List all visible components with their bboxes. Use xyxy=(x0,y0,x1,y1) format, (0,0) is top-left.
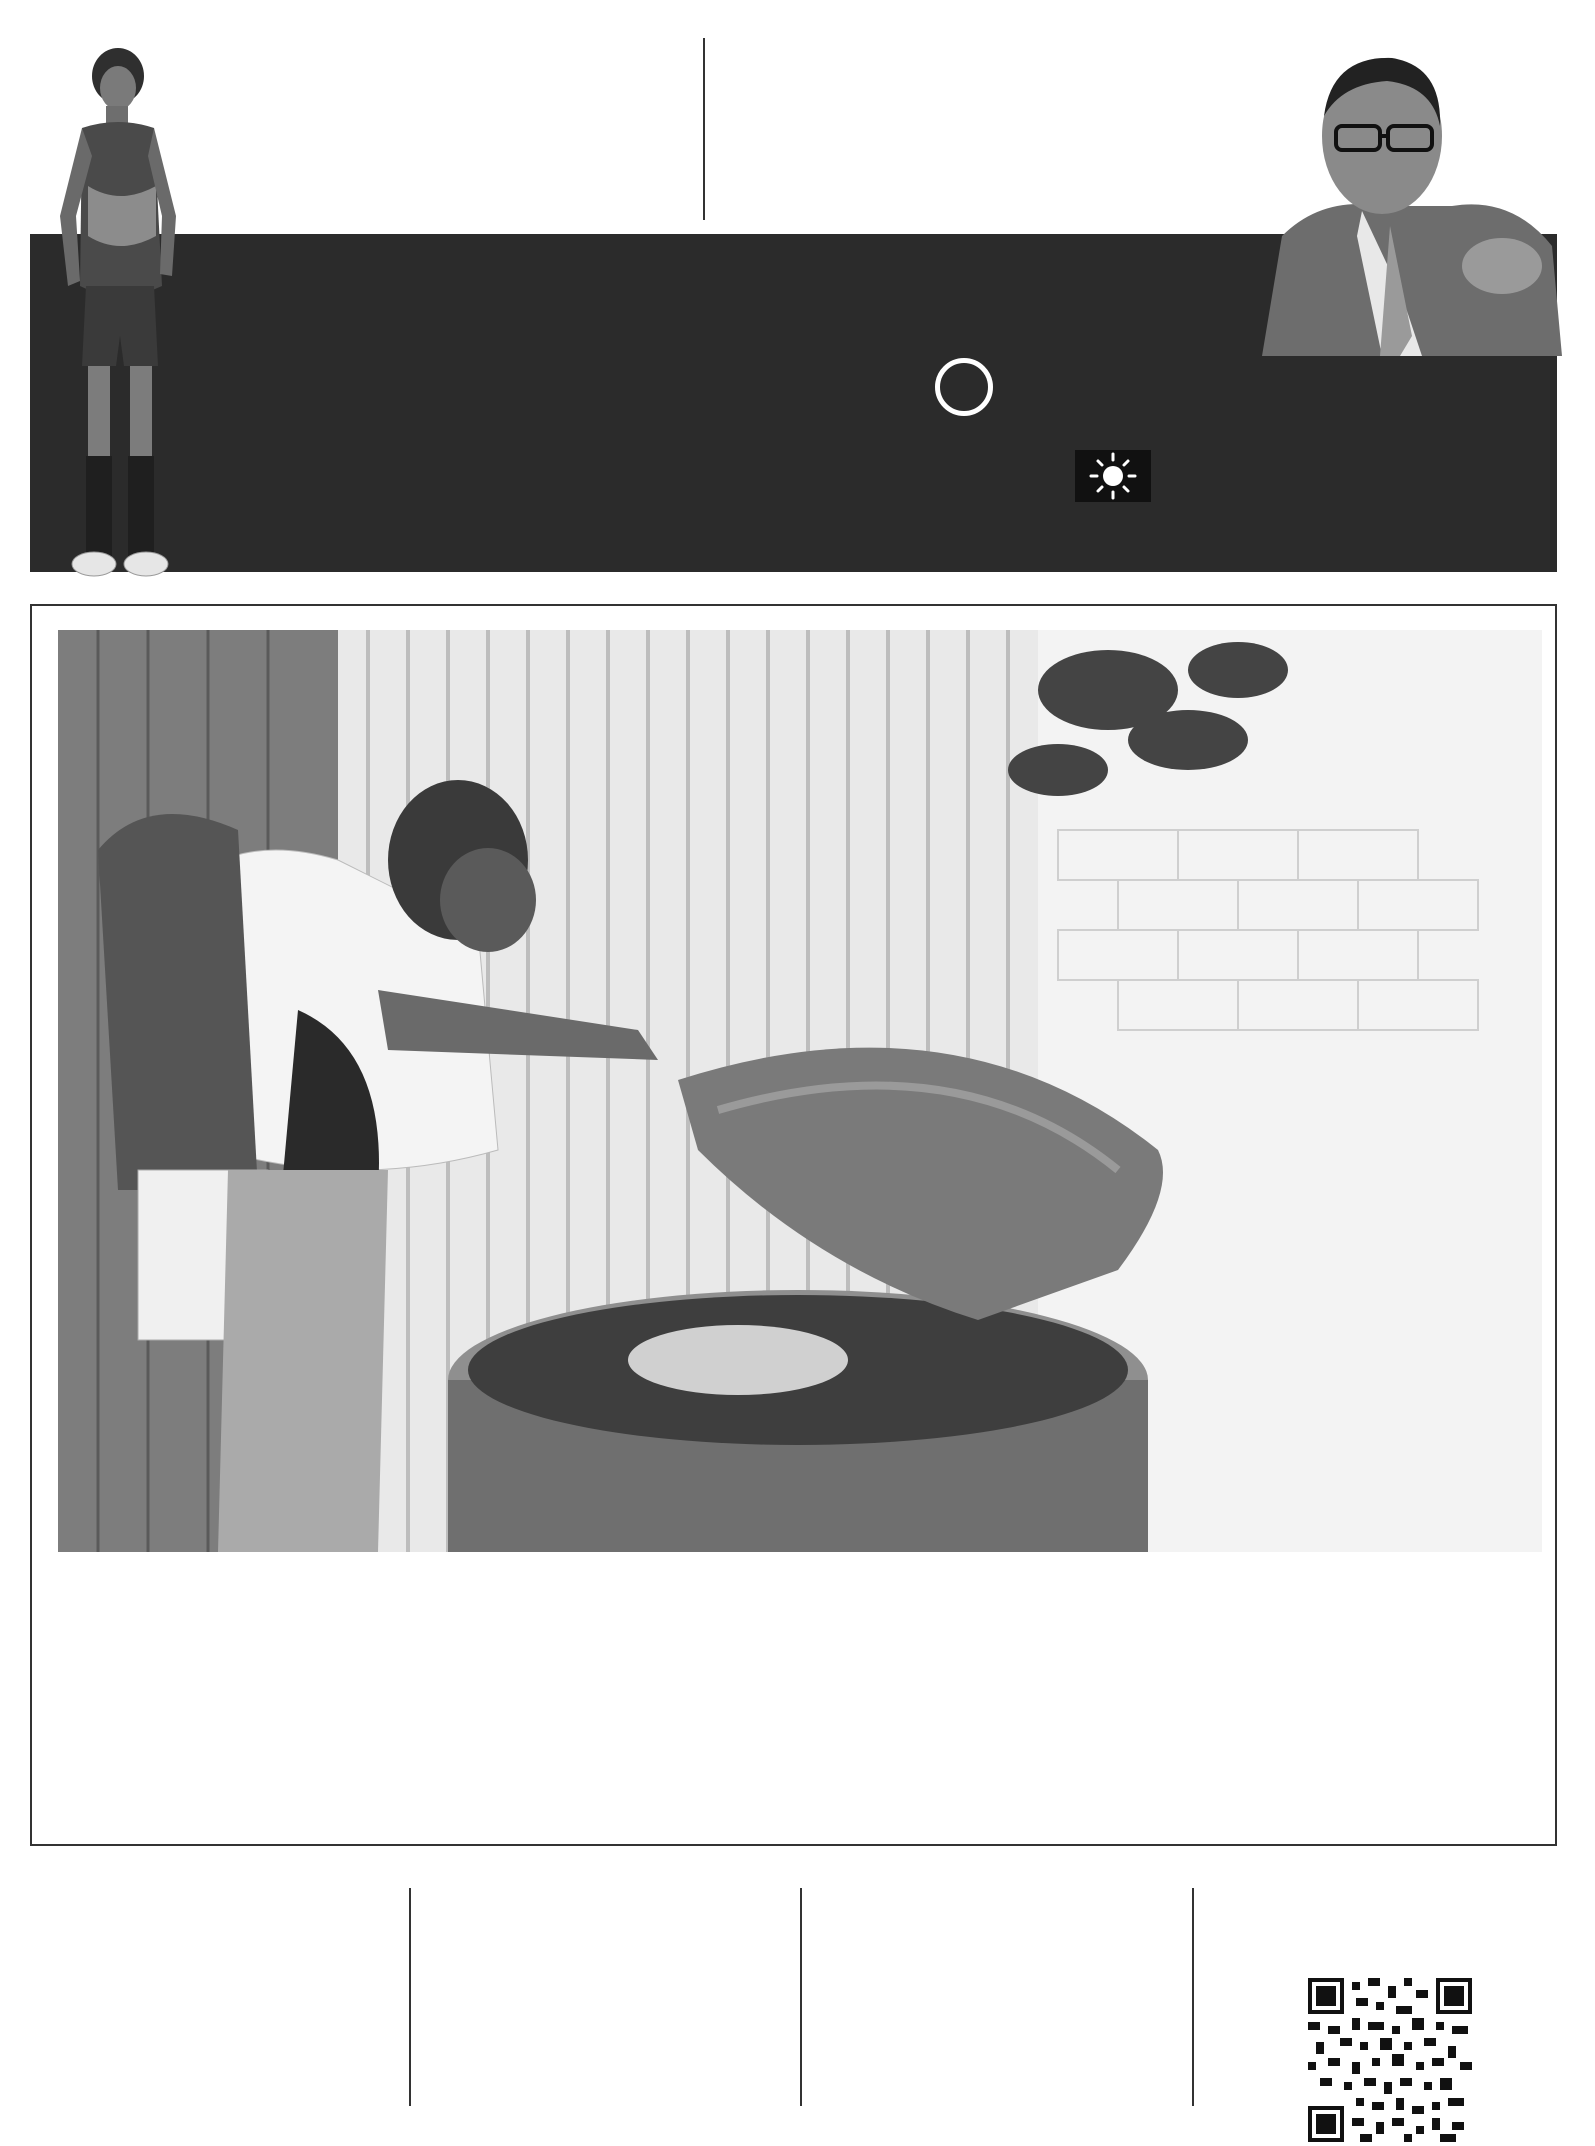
weather-panel xyxy=(1075,450,1151,502)
lead-photo[interactable] xyxy=(58,630,1542,1552)
sun-icon xyxy=(1075,450,1151,502)
column-divider xyxy=(703,38,705,220)
column-divider xyxy=(800,1888,802,2106)
column-divider xyxy=(409,1888,411,2106)
politician-photo xyxy=(1262,36,1562,356)
column-divider xyxy=(1192,1888,1194,2106)
athlete-photo xyxy=(30,36,190,596)
registered-mark xyxy=(935,358,993,416)
qr-code-icon[interactable] xyxy=(1308,1978,1472,2142)
